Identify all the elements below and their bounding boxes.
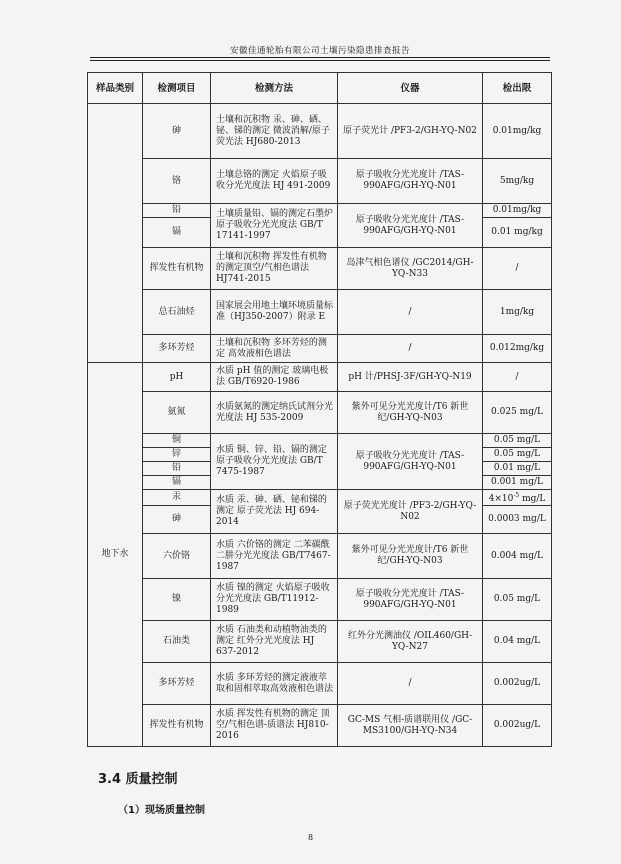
instrument: 原子吸收分光光度计 /TAS-990AFG/GH-YQ-N01 (338, 159, 483, 204)
test-method: 土壤和沉积物 汞、砷、硒、铋、锑的测定 微波消解/原子荧光法 HJ680-2013 (211, 104, 338, 159)
detection-limit: 0.004 mg/L (483, 534, 552, 579)
instrument: GC-MS 气相-质谱联用仪 /GC-MS3100/GH-YQ-N34 (338, 705, 483, 747)
detection-limit: 0.025 mg/L (483, 392, 552, 434)
instrument: 原子荧光光度计 /PF3-2/GH-YQ-N02 (338, 490, 483, 534)
test-item: 铅 (143, 462, 211, 476)
test-method: 水质 挥发性有机物的测定 顶空/气相色谱-质谱法 HJ810-2016 (211, 705, 338, 747)
instrument: 红外分光测油仪 /OIL460/GH-YQ-N27 (338, 621, 483, 663)
page-number: 8 (307, 833, 314, 842)
instrument: 原子吸收分光光度计 /TAS-990AFG/GH-YQ-N01 (338, 579, 483, 621)
test-item: 砷 (143, 104, 211, 159)
test-method: 土壤和沉积物 挥发性有机物的测定顶空/气相色谱法 HJ741-2015 (211, 248, 338, 290)
header-rule-thin (90, 60, 550, 61)
detection-limit: 0.05 mg/L (483, 448, 552, 462)
test-method: 水质 汞、砷、硒、铋和锑的测定 原子荧光法 HJ 694-2014 (211, 490, 338, 534)
detection-limit: 0.001 mg/L (483, 476, 552, 490)
header-rule (90, 57, 550, 58)
table-row (88, 335, 552, 363)
col-header-test-item: 检测项目 (143, 73, 211, 104)
section-subtitle: （1）现场质量控制 (118, 805, 205, 816)
detection-limit: 0.01 mg/L (483, 462, 552, 476)
test-item: 总石油烃 (143, 290, 211, 335)
detection-limit: / (483, 248, 552, 290)
instrument: 原子荧光计 /PF3-2/GH-YQ-N02 (338, 104, 483, 159)
instrument: / (338, 335, 483, 363)
test-item: 砷 (143, 506, 211, 534)
test-item: 镍 (143, 579, 211, 621)
test-item: 多环芳烃 (143, 663, 211, 705)
instrument: / (338, 663, 483, 705)
test-item: 汞 (143, 490, 211, 506)
test-method: 土壤总铬的测定 火焰原子吸收分光光度法 HJ 491-2009 (211, 159, 338, 204)
limit-base: 4×10 (488, 494, 514, 504)
test-item: 铬 (143, 159, 211, 204)
table-row (88, 204, 552, 218)
table-row (88, 579, 552, 621)
table-row (88, 159, 552, 204)
test-item: 石油类 (143, 621, 211, 663)
table-row (88, 705, 552, 747)
instrument: / (338, 290, 483, 335)
test-method: 国家展会用地土壤环境质量标准（HJ350-2007）附录 E (211, 290, 338, 335)
detection-limit: 0.01mg/kg (483, 204, 552, 218)
detection-limit: 0.002ug/L (483, 663, 552, 705)
instrument: 岛津气相色谱仪 /GC2014/GH-YQ-N33 (338, 248, 483, 290)
test-method: 水质 六价铬的测定 二苯碳酰二肼分光光度法 GB/T7467-1987 (211, 534, 338, 579)
detection-limit: 0.05 mg/L (483, 579, 552, 621)
table-row (88, 490, 552, 506)
detection-limit: 0.01 mg/kg (483, 218, 552, 248)
test-item: 氨氮 (143, 392, 211, 434)
test-item: 多环芳烃 (143, 335, 211, 363)
detection-limit: 0.05 mg/L (483, 434, 552, 448)
detection-limit: 0.0003 mg/L (483, 506, 552, 534)
table-row (88, 290, 552, 335)
test-item: 锌 (143, 448, 211, 462)
test-method: 水质氨氮的测定纳氏试剂分光光度法 HJ 535-2009 (211, 392, 338, 434)
test-item: 镉 (143, 218, 211, 248)
detection-limit: 5mg/kg (483, 159, 552, 204)
table-row (88, 621, 552, 663)
instrument: 原子吸收分光光度计 /TAS-990AFG/GH-YQ-N01 (338, 204, 483, 248)
col-header-limit: 检出限 (483, 73, 552, 104)
page-header: 安徽佳通轮胎有限公司土壤污染隐患排查报告 (229, 46, 410, 56)
test-method: 土壤和沉积物 多环芳烃的测定 高效液相色谱法 (211, 335, 338, 363)
limit-unit: mg/L (519, 494, 546, 504)
table-row (88, 434, 552, 448)
detection-limit: 0.04 mg/L (483, 621, 552, 663)
test-item: pH (143, 363, 211, 392)
table-row (88, 104, 552, 159)
test-method: 水质 pH 值的测定 玻璃电极法 GB/T6920-1986 (211, 363, 338, 392)
table-row (88, 534, 552, 579)
test-method: 水质 石油类和动植物油类的测定 红外分光光度法 HJ 637-2012 (211, 621, 338, 663)
test-item: 铅 (143, 204, 211, 218)
detection-limit: 0.012mg/kg (483, 335, 552, 363)
instrument: 紫外可见分光光度计/T6 新世纪/GH-YQ-N03 (338, 392, 483, 434)
instrument: 紫外可见分光光度计/T6 新世纪/GH-YQ-N03 (338, 534, 483, 579)
test-item: 六价铬 (143, 534, 211, 579)
test-item: 镉 (143, 476, 211, 490)
detection-methods-table (87, 72, 552, 747)
limit-exponent: -5 (513, 492, 520, 499)
test-item: 挥发性有机物 (143, 705, 211, 747)
table-row (88, 392, 552, 434)
section-title: 3.4 质量控制 (98, 772, 178, 787)
col-header-instrument: 仪器 (338, 73, 483, 104)
instrument: 原子吸收分光光度计 /TAS-990AFG/GH-YQ-N01 (338, 434, 483, 490)
detection-limit: / (483, 363, 552, 392)
table-row (88, 363, 552, 392)
detection-limit: 0.002ug/L (483, 705, 552, 747)
test-item: 铜 (143, 434, 211, 448)
sample-category-soil (88, 104, 143, 363)
detection-limit: 0.01mg/kg (483, 104, 552, 159)
table-row (88, 248, 552, 290)
table-row (88, 663, 552, 705)
test-method: 土壤质量铅、镉的测定石墨炉原子吸收分光光度法 GB/T 17141-1997 (211, 204, 338, 248)
test-method: 水质 铜、锌、铅、镉的测定 原子吸收分光光度法 GB/T 7475-1987 (211, 434, 338, 490)
col-header-method: 检测方法 (211, 73, 338, 104)
test-method: 水质 多环芳烃的测定液液萃取和固相萃取高效液相色谱法 (211, 663, 338, 705)
detection-limit: 1mg/kg (483, 290, 552, 335)
sample-category-groundwater: 地下水 (88, 363, 143, 747)
col-header-sample-category: 样品类别 (88, 73, 143, 104)
instrument: pH 计/PHSJ-3F/GH-YQ-N19 (338, 363, 483, 392)
detection-limit (483, 490, 552, 506)
table-header-row (88, 73, 552, 104)
test-item: 挥发性有机物 (143, 248, 211, 290)
test-method: 水质 镍的测定 火焰原子吸收分光光度法 GB/T11912-1989 (211, 579, 338, 621)
